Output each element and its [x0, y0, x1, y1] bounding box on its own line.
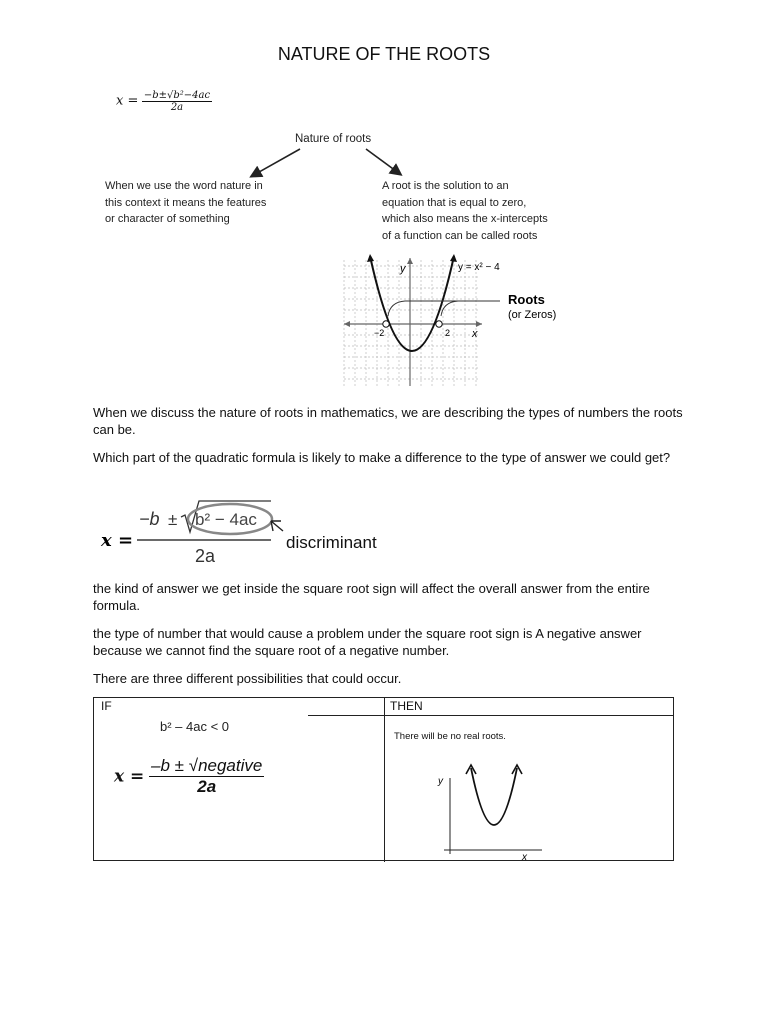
header-underline-left: [308, 715, 385, 716]
formula-numerator: −b±√b²−4ac: [143, 90, 211, 101]
condition-negative-discriminant: b² – 4ac < 0: [160, 719, 230, 734]
quadratic-formula-small: [116, 90, 212, 113]
paragraph-inside-sqrt: the kind of answer we get inside the square root sign will affect the overall answer from the entire formula.: [93, 581, 650, 613]
formula-fraction: [142, 90, 212, 113]
root-point-left: [383, 321, 389, 327]
no-roots-parabola-sketch: [434, 760, 544, 870]
column-divider: [384, 698, 385, 862]
paragraph-negative-problem: the type of number that would cause a problem under the square root sign is A negative answer because we cannot find the square root of a negative number.: [93, 626, 642, 658]
x-axis-arrow-left: [344, 321, 350, 327]
roots-pointer-2: [441, 301, 498, 316]
discriminant-pointer: [271, 521, 283, 531]
roots-label: Roots: [508, 292, 545, 307]
plus-minus: ±: [168, 510, 178, 529]
header-then: THEN: [390, 699, 423, 713]
denominator-2a: 2a: [195, 546, 216, 566]
y-axis-arrow: [407, 258, 413, 264]
paragraph-question: Which part of the quadratic formula is likely to make a difference to the type of answer we could get?: [93, 450, 671, 465]
minus-b: −b: [139, 509, 160, 529]
formula-denominator: 2a: [170, 102, 184, 113]
formula-negative: [114, 756, 264, 797]
y-axis-label: y: [400, 263, 406, 275]
concept-heading: Nature of roots: [295, 133, 372, 145]
formula-numerator: –b ± √negative: [151, 756, 263, 775]
discriminant-expression: b² − 4ac: [195, 510, 257, 529]
sketch-x-label: x: [522, 852, 527, 863]
nature-line: When we use the word nature in: [105, 180, 263, 192]
parabola-graph: [340, 250, 570, 390]
tick-neg-2: −2: [374, 328, 385, 338]
nature-line: this context it means the features: [105, 196, 267, 209]
curve-arrow-right: [450, 254, 457, 262]
paragraph-nature-meaning: When we discuss the nature of roots in mathematics, we are describing the types of numbers the roots can be.: [93, 405, 683, 437]
arrow-left: [252, 149, 300, 176]
sketch-y-label: y: [438, 776, 443, 787]
header-underline-right: [384, 715, 674, 716]
curve-arrow-left: [367, 254, 374, 262]
sketch-parabola: [471, 768, 517, 825]
root-line: equation that is equal to zero,: [382, 196, 527, 209]
formula-lhs: x =: [101, 530, 134, 551]
quadratic-formula-discriminant: [95, 495, 415, 570]
nature-line: or character of something: [105, 213, 230, 225]
nature-definition: [105, 178, 305, 228]
formula-fraction: [149, 756, 264, 797]
discriminant-label: discriminant: [286, 533, 377, 552]
root-line: A root is the solution to an: [382, 180, 509, 192]
root-point-right: [436, 321, 442, 327]
paragraph-three-possibilities: There are three different possibilities that could occur.: [93, 671, 402, 686]
root-line: of a function can be called roots: [382, 229, 538, 242]
arrow-right: [366, 149, 400, 174]
graph-grid: [344, 260, 480, 386]
root-definition: [382, 178, 602, 244]
x-axis-arrow: [476, 321, 482, 327]
root-line: which also means the x-intercepts: [382, 213, 548, 225]
page-title: NATURE OF THE ROOTS: [277, 44, 491, 64]
table-bottom-line-extra: [547, 860, 674, 861]
no-real-roots-text: There will be no real roots.: [394, 731, 506, 742]
formula-lhs: x =: [114, 766, 145, 787]
graph-equation: y = x² − 4: [458, 262, 500, 273]
x-axis-label: x: [472, 328, 478, 340]
roots-sublabel: (or Zeros): [508, 309, 557, 321]
formula-lhs: x =: [116, 93, 139, 109]
header-if: IF: [101, 699, 112, 713]
tick-pos-2: 2: [445, 328, 451, 338]
formula-denominator: 2a: [197, 777, 217, 796]
if-then-table: [93, 697, 674, 861]
